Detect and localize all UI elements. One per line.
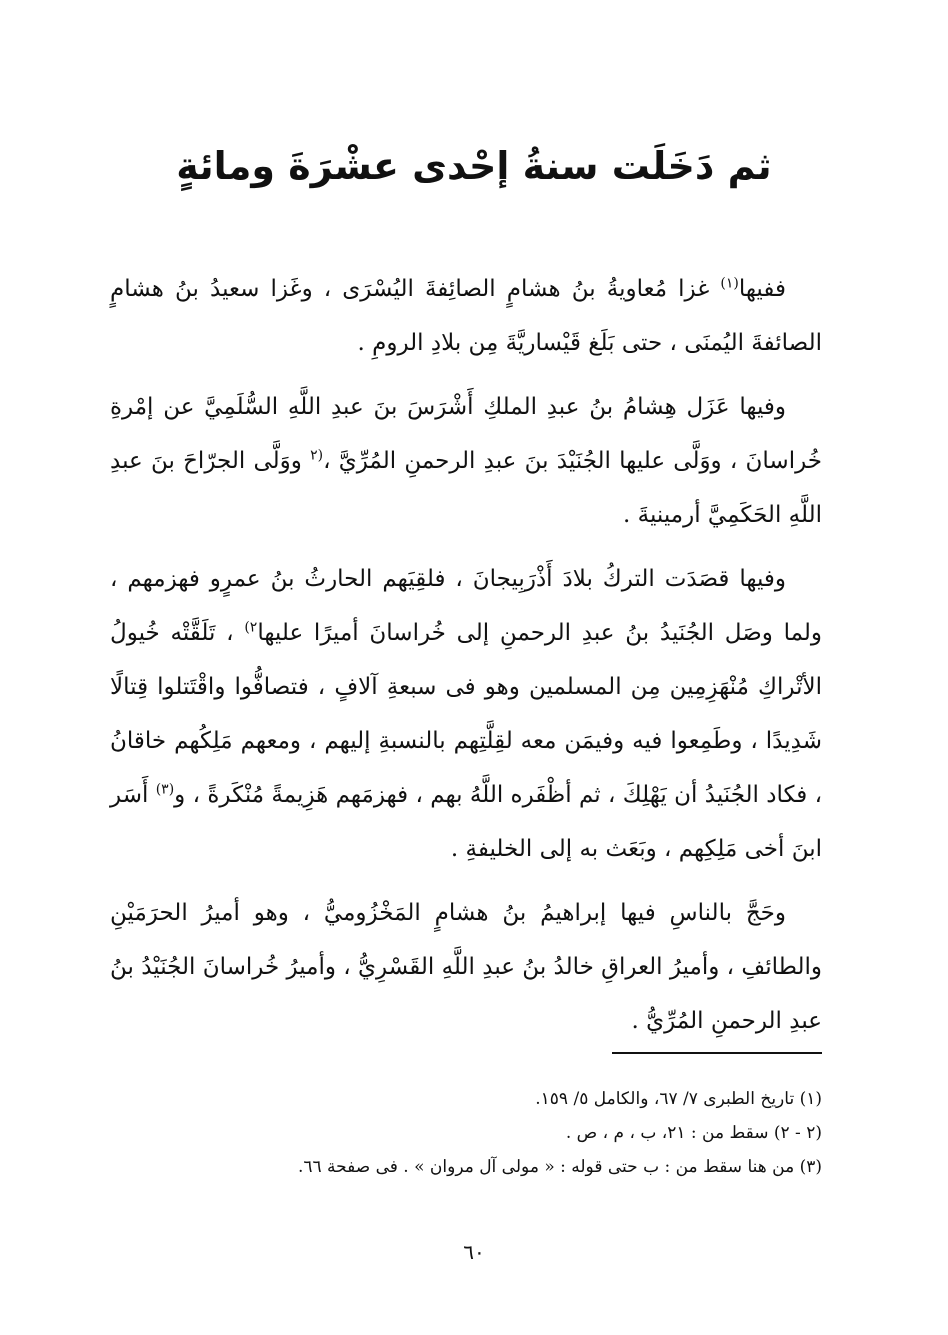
footnotes [200,1082,822,1184]
paragraph-3-text-cont: ، تَلَقَّتْه خُيولُ الأتْراكِ مُنْهَزِمِين مِن المسلمين وهو فى سبعةِ آلافٍ ، فتصافُّوا واقْتَتلوا قِتالًا شَدِيدًا ، وطَمِعوا فيه وفيمَن معه لقِلَّتِهم بالنسبةِ إليهم ، ومعهم مَلِكُهم خاقانُ ، فكاد الجُنَيدُ أن يَهْلِكَ ، ثم أظْفَره اللَّهُ بهم ، فهزمَهم هَزِيمةً مُنْكَرةً ، و [110,620,822,808]
paragraph-4-text: وحَجَّ بالناسِ فيها إبراهيمُ بنُ هشامٍ المَخْزُوميُّ ، وهو أميرُ الحرَمَيْنِ والطائفِ ، وأميرُ العراقِ خالدُ بنُ عبدِ اللَّهِ القَسْرِيُّ ، وأميرُ خُراسانَ الجُنَيْدُ بنُ عبدِ الرحمنِ المُرِّيُّ . [110,900,822,1034]
paragraph-1 [110,262,822,370]
footnote-2: (٢ - ٢) سقط من : ٢١، ب ، م ، ص . [565,1123,822,1143]
paragraph-2-text: وفيها عَزَل هِشامُ بنُ عبدِ الملكِ أَشْرَسَ بنَ عبدِ اللَّهِ السُّلَمِيَّ عن إمْرةِ خُراسانَ ، ووَلَّى عليها الجُنَيْدَ بنَ عبدِ الرحمنِ المُرِّيَّ ، [110,394,822,474]
body-text [110,262,822,1058]
paragraph-1-text: ففيها [738,276,786,302]
chapter-title: ثم دَخَلَت سنةُ إحْدى عشْرَةَ ومائةٍ [176,144,772,188]
footnote-1: (١) تاريخ الطبرى ٧/ ٦٧، والكامل ٥/ ١٥٩. [535,1089,822,1109]
footnote-marker-2-close: ٢) [244,619,258,636]
footnote-3: (٣) من هنا سقط من : ب حتى قوله : « مولى آل مروان » . فى صفحة ٦٦. [297,1157,822,1177]
footnote-divider [612,1052,822,1054]
paragraph-2 [110,380,822,542]
paragraph-3 [110,552,822,876]
footnote-marker-1: (١) [720,275,739,292]
paragraph-4 [110,886,822,1048]
footnote-marker-2-open: (٢ [310,447,324,464]
page-number: ٦٠ [463,1240,485,1264]
paragraph-3-text: وفيها قصَدَت التركُ بلادَ أَذْرَبِيجانَ ، فلقِيَهم الحارثُ بنُ عمرٍو فهزمهم ، ولما وصَل الجُنَيدُ بنُ عبدِ الرحمنِ إلى خُراسانَ أميرًا عليها [110,566,823,646]
paragraph-2-text-cont: ووَلَّى الجرّاحَ بنَ عبدِ اللَّهِ الحَكَمِيَّ أرمينيةَ . [110,448,822,528]
footnote-marker-3: (٣) [155,781,175,798]
paragraph-3-text-end: أَسَر ابنَ أخى مَلِكِهم ، وبَعَث به إلى الخليفةِ . [110,782,822,862]
paragraph-1-text-cont: غزا مُعاويةُ بنُ هشامٍ الصائِفةَ اليُسْرَى ، وغَزا سعيدُ بنُ هشامٍ الصائفةَ اليُمنَى ، حتى بَلَغ قَيْساريَّةَ مِن بلادِ الرومِ . [110,276,822,356]
